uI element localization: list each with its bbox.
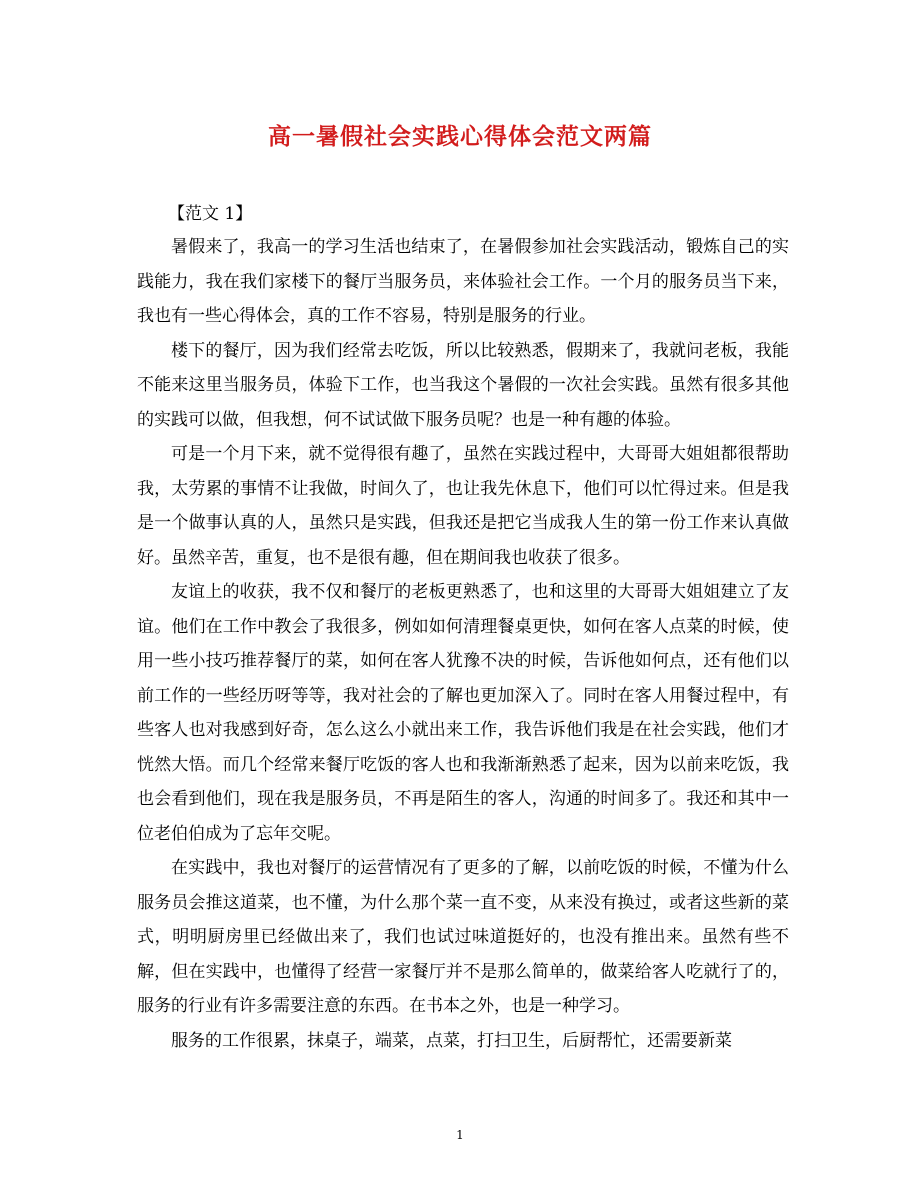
document-title: 高一暑假社会实践心得体会范文两篇 [268, 123, 652, 150]
paragraph: 服务的工作很累，抹桌子，端菜，点菜，打扫卫生，后厨帮忙，还需要新菜 [171, 1030, 732, 1051]
paragraph: 暑假来了，我高一的学习生活也结束了，在暑假参加社会实践活动，锻炼自己的实践能力，我在我们家楼下的餐厅当服务员，来体验社会工作。一个月的服务员当下来，我也有一些心得体会，真的工作不容易，特别是服务的行业。 [137, 237, 789, 326]
paragraph: 可是一个月下来，就不觉得很有趣了，虽然在实践过程中，大哥哥大姐姐都很帮助我，太劳累的事情不让我做，时间久了，也让我先休息下，他们可以忙得过来。但是我是一个做事认真的人，虽然只是实践，但我还是把它当成我人生的第一份工作来认真做好。虽然辛苦，重复，也不是很有趣，但在期间我也收获了很多。 [137, 444, 789, 568]
page-number: 1 [456, 1128, 464, 1142]
paragraph: 在实践中，我也对餐厅的运营情况有了更多的了解，以前吃饭的时候，不懂为什么服务员会推这道菜，也不懂，为什么那个菜一直不变，从来没有换过，或者这些新的菜式，明明厨房里已经做出来了，我们也试过味道挺好的，也没有推出来。虽然有些不解，但在实践中，也懂得了经营一家餐厅并不是那么简单的，做菜给客人吃就行了的，服务的行业有许多需要注意的东西。在书本之外，也是一种学习。 [137, 858, 789, 1016]
document-body [137, 230, 789, 1058]
section-label: 【范文 1】 [168, 204, 253, 224]
paragraph: 楼下的餐厅，因为我们经常去吃饭，所以比较熟悉，假期来了，我就问老板，我能不能来这里当服务员，体验下工作，也当我这个暑假的一次社会实践。虽然有很多其他的实践可以做，但我想，何不试试做下服务员呢？也是一种有趣的体验。 [137, 340, 789, 430]
paragraph: 友谊上的收获，我不仅和餐厅的老板更熟悉了，也和这里的大哥哥大姐姐建立了友谊。他们在工作中教会了我很多，例如如何清理餐桌更快，如何在客人点菜的时候，使用一些小技巧推荐餐厅的菜，如何在客人犹豫不决的时候，告诉他如何点，还有他们以前工作的一些经历呀等等，我对社会的了解也更加深入了。同时在客人用餐过程中，有些客人也对我感到好奇，怎么这么小就出来工作，我告诉他们我是在社会实践，他们才恍然大悟。而几个经常来餐厅吃饭的客人也和我渐渐熟悉了起来，因为以前来吃饭，我也会看到他们，现在我是服务员，不再是陌生的客人，沟通的时间多了。我还和其中一位老伯伯成为了忘年交呢。 [137, 582, 789, 844]
